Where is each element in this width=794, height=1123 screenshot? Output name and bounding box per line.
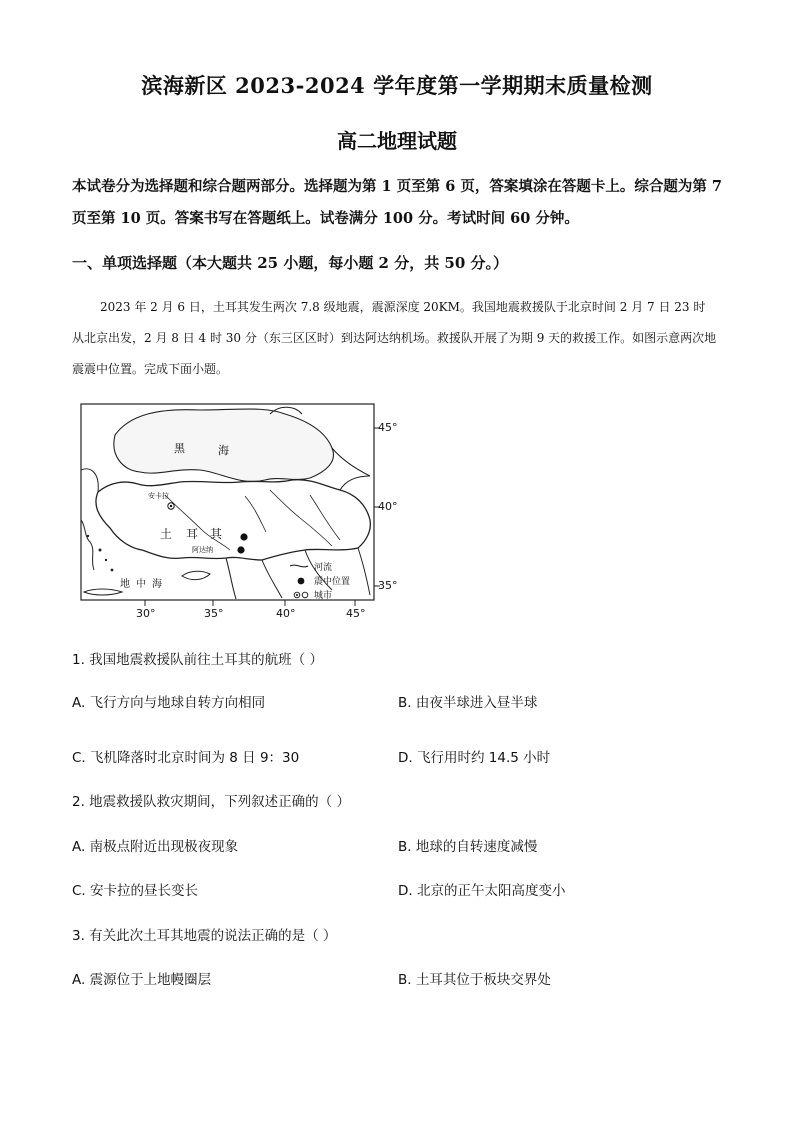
question-3-option-b[interactable]: B. 土耳其位于板块交界处 <box>398 972 551 988</box>
island-dot <box>99 549 102 552</box>
med-label-3: 海 <box>152 579 162 590</box>
city-ankara-label: 安卡拉 <box>148 492 169 500</box>
lon-label-40: 40° <box>276 607 296 620</box>
question-2-stem: 2. 地震救援队救灾期间，下列叙述正确的（ ） <box>72 794 350 810</box>
map-legend <box>290 561 350 601</box>
med-label-2: 中 <box>136 579 146 590</box>
lat-label-40: 40° <box>378 500 398 513</box>
exam-instructions: 本试卷分为选择题和综合题两部分。选择题为第 1 页至第 6 页，答案填涂在答题卡上。综合题为第 7 页至第 10 页。答案书写在答题纸上。试卷满分 100 分。考试时间 60 分钟。 <box>72 178 723 227</box>
exam-title: 滨海新区 2023-2024 学年度第一学期期末质量检测 <box>141 73 653 98</box>
turkey-label-3: 其 <box>210 527 223 541</box>
border-line <box>332 448 370 476</box>
city-ankara-dot <box>170 505 172 507</box>
question-2-option-d[interactable]: D. 北京的正午太阳高度变小 <box>398 883 566 899</box>
question-2-option-c[interactable]: C. 安卡拉的昼长变长 <box>72 883 199 899</box>
legend-city-dot <box>296 594 298 596</box>
epicenter-marker <box>240 533 247 540</box>
question-2-option-b[interactable]: B. 地球的自转速度减慢 <box>398 839 538 855</box>
question-3-option-a[interactable]: A. 震源位于上地幔圈层 <box>72 972 212 988</box>
lat-label-35: 35° <box>378 579 398 592</box>
coast-line <box>226 558 236 599</box>
question-2-option-a[interactable]: A. 南极点附近出现极夜现象 <box>72 839 239 855</box>
legend-river-label: 河流 <box>314 563 333 573</box>
border-line <box>358 548 370 595</box>
question-1-stem: 1. 我国地震救援队前往土耳其的航班（ ） <box>72 652 323 668</box>
turkey-label-1: 土 <box>160 527 173 541</box>
lon-label-30: 30° <box>136 607 156 620</box>
turkey-label-2: 耳 <box>186 527 199 541</box>
question-passage: 2023 年 2 月 6 日，土耳其发生两次 7.8 级地震，震源深度 20KM。我国地震救援队于北京时间 2 月 7 日 23 时从北京出发，2 月 8 日 4 时 30 分（东三区区时）到达阿达纳机场。救援队开展了为期 9 天的救援工作。如图示意两次地震震中位置。完成下面小题。 <box>72 300 717 376</box>
coast-line <box>81 520 94 570</box>
question-1-option-a[interactable]: A. 飞行方向与地球自转方向相同 <box>72 695 266 711</box>
exam-subtitle: 高二地理试题 <box>337 129 457 153</box>
legend-city-symbol-2 <box>302 592 308 598</box>
cyprus-island <box>182 571 210 579</box>
epicenter-marker <box>237 546 244 553</box>
black-sea-label-1: 黑 <box>174 442 185 455</box>
lat-label-45: 45° <box>378 421 398 434</box>
lon-label-45: 45° <box>346 607 366 620</box>
question-1-option-b[interactable]: B. 由夜半球进入昼半球 <box>398 695 538 711</box>
border-line <box>340 476 370 490</box>
island-dot <box>111 569 114 572</box>
legend-city-label: 城市 <box>314 591 333 601</box>
map-figure <box>70 400 410 630</box>
question-3-stem: 3. 有关此次土耳其地震的说法正确的是（ ） <box>72 928 337 944</box>
legend-epicenter-label: 震中位置 <box>314 577 351 587</box>
coast-line <box>81 469 98 492</box>
med-label-1: 地 <box>120 579 130 590</box>
border-line <box>262 560 282 598</box>
city-adana-label: 阿达纳 <box>192 546 213 554</box>
question-1-option-d[interactable]: D. 飞行用时约 14.5 小时 <box>398 750 551 766</box>
earthquake-map <box>70 400 410 630</box>
section-heading: 一、单项选择题（本大题共 25 小题，每小题 2 分，共 50 分。） <box>72 254 509 272</box>
crete-island <box>84 589 122 595</box>
lon-label-35: 35° <box>204 607 224 620</box>
legend-river-symbol <box>290 565 308 567</box>
question-1-option-c[interactable]: C. 飞机降落时北京时间为 8 日 9：30 <box>72 750 300 766</box>
island-dot <box>87 535 89 537</box>
black-sea-label-2: 海 <box>218 444 229 457</box>
turkey-outline <box>96 480 370 560</box>
legend-epicenter-symbol <box>298 578 305 585</box>
island-dot <box>105 559 107 561</box>
